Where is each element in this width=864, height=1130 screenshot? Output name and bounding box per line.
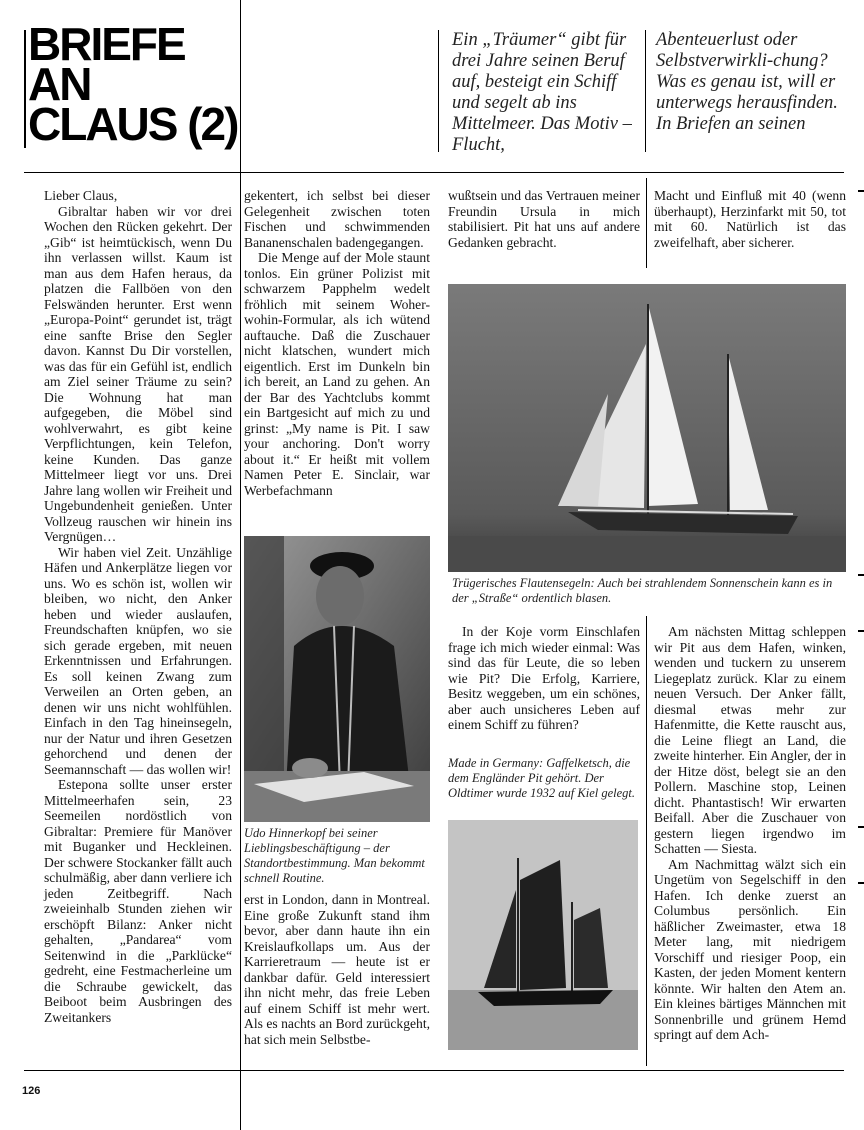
- page-number: 126: [22, 1085, 41, 1097]
- ketch-illustration: [448, 820, 638, 1050]
- col4-paragraph-2: Am nächsten Mittag schleppen wir Pit aus dem Hafen, winken, wenden und tuckern zu unserem Liegeplatz zurück. Klar zu einem neuen Versuch. Der Anker fällt, diesmal etwas mehr zur Hafenmitte, die Kette rauscht aus, die Leine fliegt an Land, die zweite hinterher. Ein Angler, der in der Hitze döst, belegt sie an den Pollern. Maschine stop, Leinen dicht. Phantastisch! Wir erwarten Beifall. Aber die Zuschauer von gestern liegen irgendwo im Schatten — Siesta.: [654, 624, 846, 856]
- ketch-photo: [448, 820, 638, 1050]
- schooner-photo: [448, 284, 846, 572]
- title-line-2: AN: [28, 58, 91, 110]
- column-2-bottom: [244, 892, 430, 1047]
- center-fold-line: [240, 0, 241, 1130]
- portrait-caption: Udo Hinnerkopf bei seiner Lieblingsbeschäftigung – der Standortbestimmung. Man bekommt schnell Routine.: [244, 826, 425, 885]
- intro-left: Ein „Träumer“ gibt für drei Jahre seinen Beruf auf, besteigt ein Schiff und segelt ab ins Mittelmeer. Das Motiv – Flucht,: [452, 30, 632, 155]
- footer-divider: [24, 1070, 844, 1071]
- margin-tick: [858, 574, 864, 576]
- col2-paragraph-3: erst in London, dann in Montreal. Eine große Zukunft stand ihm bevor, aber dann haute ihn ein Kreislaufkollaps um. Aus der Karrieretraum — heute ist er dankbar dafür. Geld interessiert ihn nicht mehr, das freie Leben auf einem Schiff ist mehr wert. Als es nachts an Bord zurückgeht, hat sich mein Selbstbe-: [244, 892, 430, 1047]
- margin-tick: [858, 630, 864, 632]
- col3-paragraph-1: wußtsein und das Vertrauen meiner Freundin Ursula in mich stabilisiert. Pit hat uns auf andere Gedanken gebracht.: [448, 188, 640, 250]
- col2-paragraph-1: gekentert, ich selbst bei dieser Gelegenheit zwischen toten Fischen und schwimmenden Bananenschalen badengegangen.: [244, 188, 430, 250]
- intro-right: Abenteuerlust oder Selbstverwirkli-chung? Was es genau ist, will er unterwegs herausfinden. In Briefen an seinen: [656, 30, 838, 134]
- col1-paragraph-3: Estepona sollte unser erster Mittelmeerhafen sein, 23 Seemeilen nordöstlich von Gibraltar: Premiere für Manöver mit Buganker und Heckleinen. Der schwere Stockanker fällt auch schulmäßig, aber dann verliere ich jeden Zeitbegriff. Nach zweieinhalb Stunden ziehen wir erschöpft Bilanz: Anker nicht gehalten, „Pandarea“ vom Seitenwind in die „Parklücke“ gedreht, eine Festmacherleine um die Schraube gewickelt, das Beiboot beim Ausbringen des Zweitankers: [44, 777, 232, 1025]
- col2-paragraph-2: Die Menge auf der Mole staunt tonlos. Ein grüner Polizist mit schwarzem Papphelm wedelt fröhlich mit seinem Woher-wohin-Formular, als ich wütend auftauche. Daß die Zuschauer nicht klatschen, wundert mich eigentlich. Erst im Dunkeln bin ich bereit, an Land zu gehen. An der Bar des Yachtclubs kommt ein Bartgesicht auf mich zu und grinst: „My name is Pit. I saw your anchoring. Don't worry about it.“ Er heißt mit vollem Namen Peter E. Sinclair, war Werbefachmann: [244, 250, 430, 498]
- col3-paragraph-2: In der Koje vorm Einschlafen frage ich mich wieder einmal: Was sind das für Leute, die so leben wie Pit? Die Erfolg, Karriere, Besitz weggeben, um ein schönes, aber auch unsicheres Leben auf einem Schiff zu führen?: [448, 624, 640, 732]
- col1-salutation: Lieber Claus,: [44, 188, 118, 203]
- column-4-top: [654, 188, 846, 250]
- margin-tick: [858, 826, 864, 828]
- intro-rule-right: [645, 30, 646, 152]
- margin-tick: [858, 882, 864, 884]
- title-line-1: BRIEFE: [28, 18, 185, 70]
- intro-rule-left: [438, 30, 439, 152]
- col4-paragraph-3: Am Nachmittag wälzt sich ein Ungetüm von Segelschiff in den Hafen. Ich denke zuerst an Columbus persönlich. Ein häßlicher Zweimaster, etwa 18 Meter lang, mit niedrigem Vorschiff und riesiger Poop, ein Kasten, der jeden Moment kentern könnte. Wir halten den Atem an. Ein kleines bärtiges Männchen mit Sonnenbrille und grünem Hemd springt auf dem Ach-: [654, 856, 846, 1042]
- col4-paragraph-1: Macht und Einfluß mit 40 (wenn überhaupt), Herzinfarkt mit 50, tot mit 60. Natürlich ist das zweifelhaft, aber sicherer.: [654, 188, 846, 250]
- schooner-illustration: [448, 284, 846, 572]
- column-1: [44, 188, 232, 1025]
- title-line-3: CLAUS (2): [28, 98, 238, 150]
- column-4-bottom: [654, 624, 846, 1043]
- column-3-top: [448, 188, 640, 250]
- column-2-top: [244, 188, 430, 498]
- ketch-caption: Made in Germany: Gaffelketsch, die dem Engländer Pit gehört. Der Oldtimer wurde 1932 auf Kiel gelegt.: [448, 756, 636, 800]
- title-rule: [24, 30, 26, 148]
- portrait-photo: [244, 536, 430, 822]
- margin-tick: [858, 190, 864, 192]
- schooner-caption: Trügerisches Flautensegeln: Auch bei strahlendem Sonnenschein kann es in der „Straße“ ordentlich blasen.: [452, 576, 833, 605]
- portrait-illustration: [244, 536, 430, 822]
- col-rule-top: [646, 178, 647, 268]
- header-divider: [24, 172, 844, 173]
- col1-paragraph-1: Gibraltar haben wir vor drei Wochen den Rücken gekehrt. Der „Gib“ ist heimtückisch, wenn Du ihn verlassen willst. Kaum ist man aus dem Hafen heraus, da platzen die Fallböen von den Felswänden herunter. Erst wenn „Europa-Point“ gerundet ist, trägt eine sanfte Brise den Segler davon. Kannst Du Dir vorstellen, was das für ein Gefühl ist, endlich am Ziel seiner Träume zu sein? Die Wohnung hat man aufgegeben, die Möbel sind wohlverwahrt, es gibt keine Verpflichtungen, kein Telefon, keine Kunden. Das ganze Mittelmeer liegt vor uns. Drei Jahre lang wollen wir Freiheit und Ungebundenheit genießen. Unter Vollzeug rauschen wir hinein ins Vergnügen…: [44, 203, 232, 544]
- col1-paragraph-2: Wir haben viel Zeit. Unzählige Häfen und Ankerplätze liegen vor uns. Wo es schön ist, wollen wir bleiben, wo nicht, den Anker heben und wieder auslaufen, Freundschaften knüpfen, wo sie sich gerade ergeben, mit neuen Erkenntnissen und Erfahrungen. Es soll keinen Zwang zum Verweilen an Orten geben, an denen wir uns nicht wohlfühlen. Einfach in den Tag hineinsegeln, nur der Natur und ihren Gesetzen gehorchend und denen der Seemannschaft — das wollen wir!: [44, 544, 232, 777]
- col-rule-bottom: [646, 616, 647, 1066]
- column-3-bottom: [448, 624, 640, 733]
